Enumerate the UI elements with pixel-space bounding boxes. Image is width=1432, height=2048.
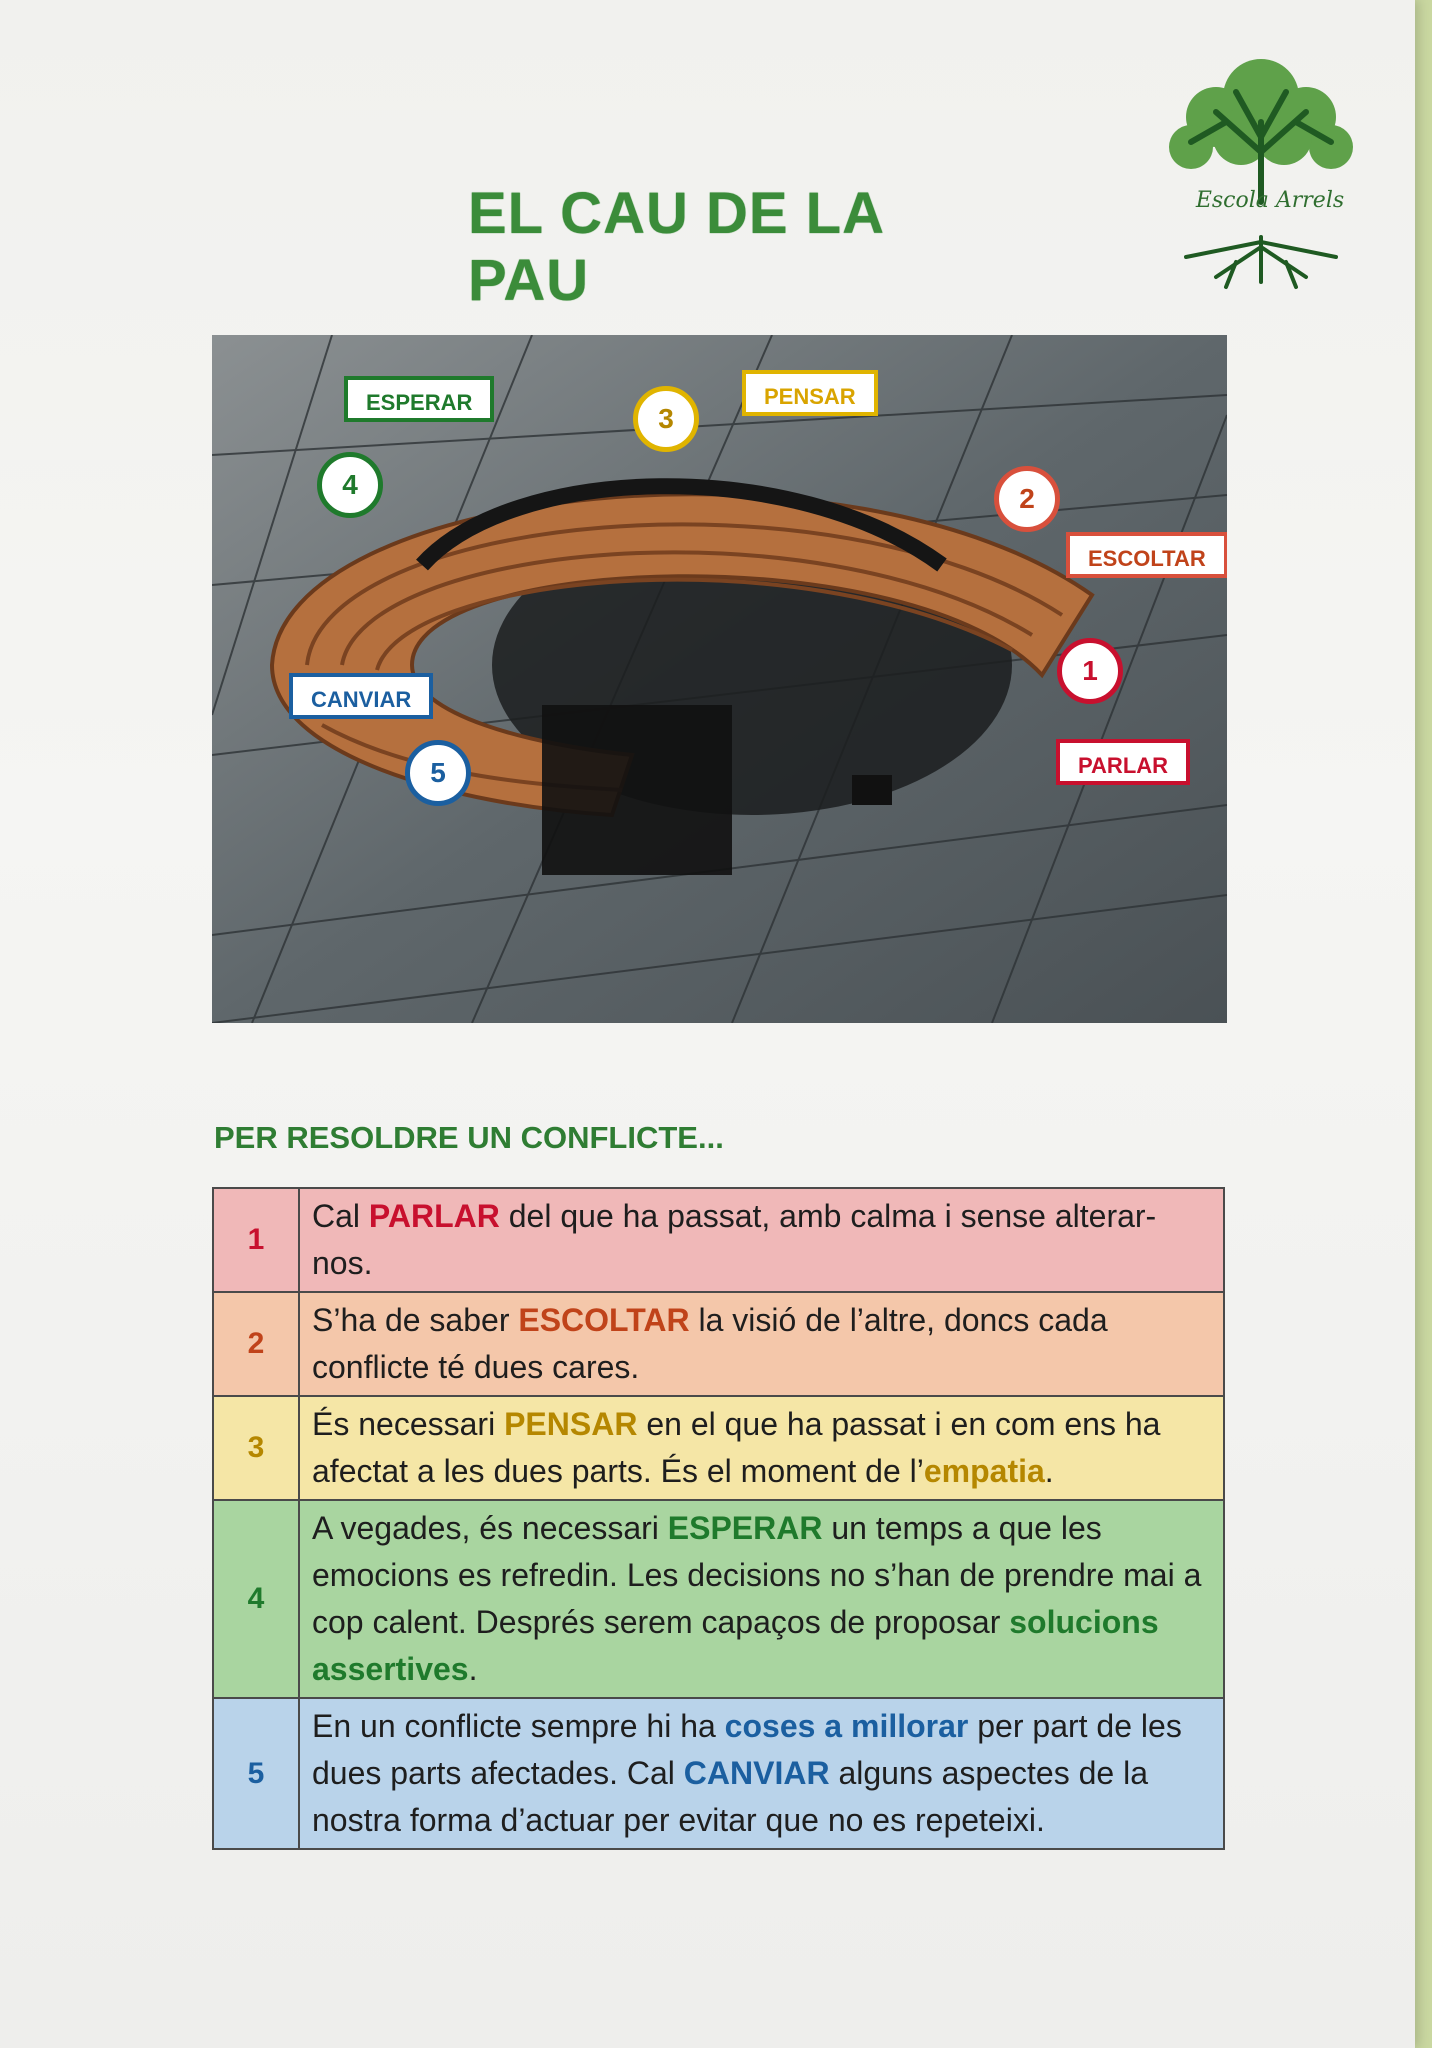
label-escoltar: ESCOLTAR xyxy=(1066,532,1227,578)
step-number: 1 xyxy=(213,1188,299,1292)
step-text: S’ha de saber ESCOLTAR la visió de l’altre, doncs cada conflicte té dues cares. xyxy=(299,1292,1224,1396)
step-text: Cal PARLAR del que ha passat, amb calma i sense alterar-nos. xyxy=(299,1188,1224,1292)
tree-logo-icon xyxy=(1156,52,1366,292)
step-text: És necessari PENSAR en el que ha passat i en com ens ha afectat a les dues parts. És el moment de l’empatia. xyxy=(299,1396,1224,1500)
step-number: 5 xyxy=(213,1698,299,1849)
marker-3: 3 xyxy=(633,386,699,452)
step-row xyxy=(213,1500,1224,1698)
step-row xyxy=(213,1396,1224,1500)
marker-4: 4 xyxy=(317,452,383,518)
step-row xyxy=(213,1188,1224,1292)
step-row xyxy=(213,1292,1224,1396)
label-parlar: PARLAR xyxy=(1056,739,1190,785)
bench-photo xyxy=(212,335,1227,1023)
steps-table xyxy=(212,1187,1225,1850)
label-pensar: PENSAR xyxy=(742,370,878,416)
marker-1: 1 xyxy=(1057,638,1123,704)
step-text: A vegades, és necessari ESPERAR un temps a que les emocions es refredin. Les decisions no s’han de prendre mai a cop calent. Després serem capaços de proposar solucions assertives. xyxy=(299,1500,1224,1698)
marker-2: 2 xyxy=(994,466,1060,532)
label-esperar: ESPERAR xyxy=(344,376,494,422)
step-number: 3 xyxy=(213,1396,299,1500)
page-title: EL CAU DE LA PAU xyxy=(468,181,883,313)
label-canviar: CANVIAR xyxy=(289,673,433,719)
section-title: PER RESOLDRE UN CONFLICTE... xyxy=(214,1120,724,1155)
step-text: En un conflicte sempre hi ha coses a millorar per part de les dues parts afectades. Cal CANVIAR alguns aspectes de la nostra forma d’actuar per evitar que no es repeteixi. xyxy=(299,1698,1224,1849)
logo-text: Escola Arrels xyxy=(1195,188,1345,213)
step-number: 4 xyxy=(213,1500,299,1698)
step-number: 2 xyxy=(213,1292,299,1396)
marker-5: 5 xyxy=(405,740,471,806)
step-row xyxy=(213,1698,1224,1849)
